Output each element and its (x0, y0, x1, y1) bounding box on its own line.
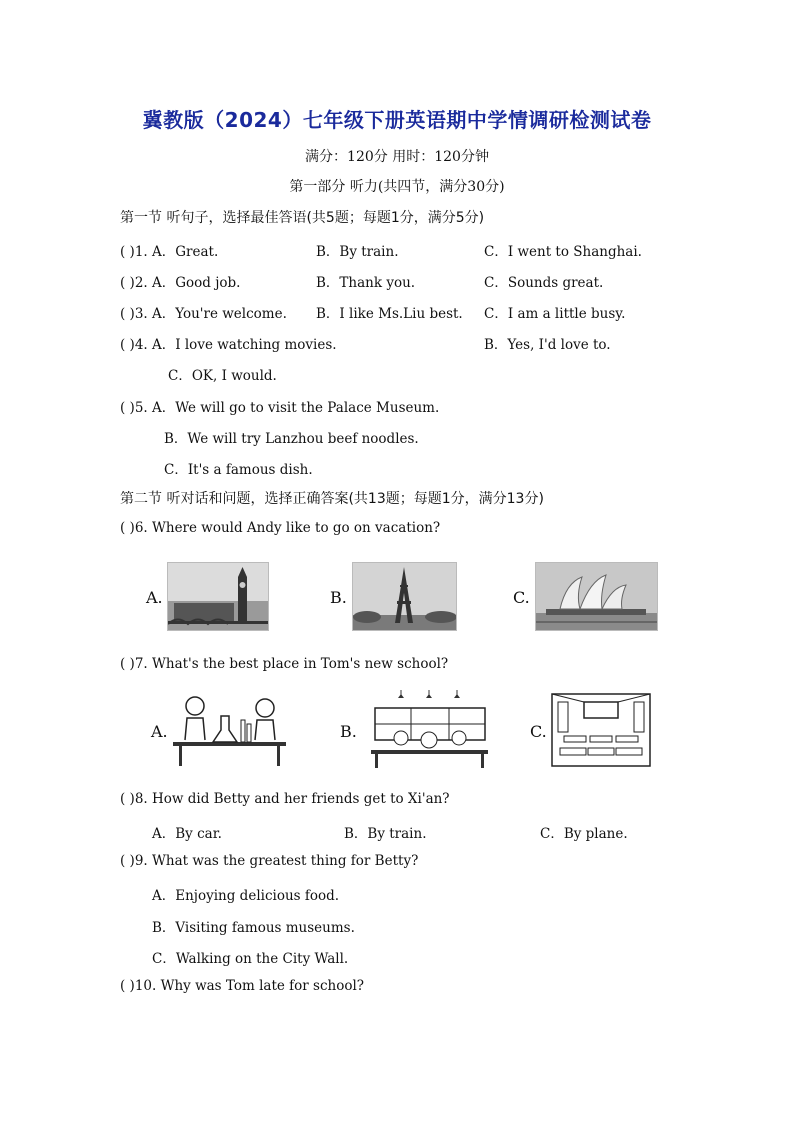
q7-label-a: A. (151, 722, 168, 741)
question-4-option-a: ( )4. A．I love watching movies. (120, 337, 337, 353)
question-1-option-a: ( )1. A．Great. (120, 244, 219, 260)
classroom-image (550, 690, 652, 768)
page-title: 冀教版（2024）七年级下册英语期中学情调研检测试卷 (142, 108, 652, 132)
exam-info: 满分：120分 用时：120分钟 (305, 149, 489, 165)
question-1-option-c: C．I went to Shanghai. (484, 244, 642, 260)
library-image (371, 690, 488, 768)
question-8-option-a: A．By car. (152, 826, 222, 842)
part-heading: 第一部分 听力(共四节，满分30分) (289, 179, 505, 195)
question-7-stem: ( )7. What's the best place in Tom's new school? (120, 656, 449, 672)
question-3-option-c: C．I am a little busy. (484, 306, 626, 322)
q7-label-b: B. (340, 722, 357, 741)
sydney-opera-house-image (535, 562, 658, 631)
question-2-option-c: C．Sounds great. (484, 275, 604, 291)
q6-label-b: B. (330, 588, 347, 607)
question-8-option-c: C．By plane. (540, 826, 628, 842)
big-ben-image (167, 562, 269, 631)
question-1-option-b: B．By train. (316, 244, 399, 260)
question-4-option-b: B．Yes, I'd love to. (484, 337, 611, 353)
question-5-option-a: ( )5. A．We will go to visit the Palace Museum. (120, 400, 440, 416)
question-3-option-a: ( )3. A．You're welcome. (120, 306, 287, 322)
q6-label-a: A. (146, 588, 163, 607)
question-9-option-c: C．Walking on the City Wall. (152, 951, 349, 967)
eiffel-tower-image (352, 562, 457, 631)
question-9-stem: ( )9. What was the greatest thing for Betty? (120, 853, 419, 869)
question-2-option-a: ( )2. A．Good job. (120, 275, 241, 291)
question-10-stem: ( )10. Why was Tom late for school? (120, 978, 365, 994)
question-4-option-c: C．OK, I would. (168, 368, 277, 384)
science-lab-image (173, 690, 286, 766)
question-5-option-c: C．It's a famous dish. (164, 462, 313, 478)
section-1-heading: 第一节 听句子，选择最佳答语(共5题；每题1分，满分5分) (120, 210, 485, 226)
question-3-option-b: B．I like Ms.Liu best. (316, 306, 463, 322)
question-9-option-b: B．Visiting famous museums. (152, 920, 355, 936)
q7-label-c: C. (530, 722, 547, 741)
question-2-option-b: B．Thank you. (316, 275, 416, 291)
question-8-stem: ( )8. How did Betty and her friends get to Xi'an? (120, 791, 450, 807)
question-9-option-a: A．Enjoying delicious food. (152, 888, 340, 904)
question-8-option-b: B．By train. (344, 826, 427, 842)
question-6-stem: ( )6. Where would Andy like to go on vacation? (120, 520, 441, 536)
question-5-option-b: B．We will try Lanzhou beef noodles. (164, 431, 419, 447)
section-2-heading: 第二节 听对话和问题，选择正确答案(共13题；每题1分，满分13分) (120, 491, 544, 507)
q6-label-c: C. (513, 588, 530, 607)
